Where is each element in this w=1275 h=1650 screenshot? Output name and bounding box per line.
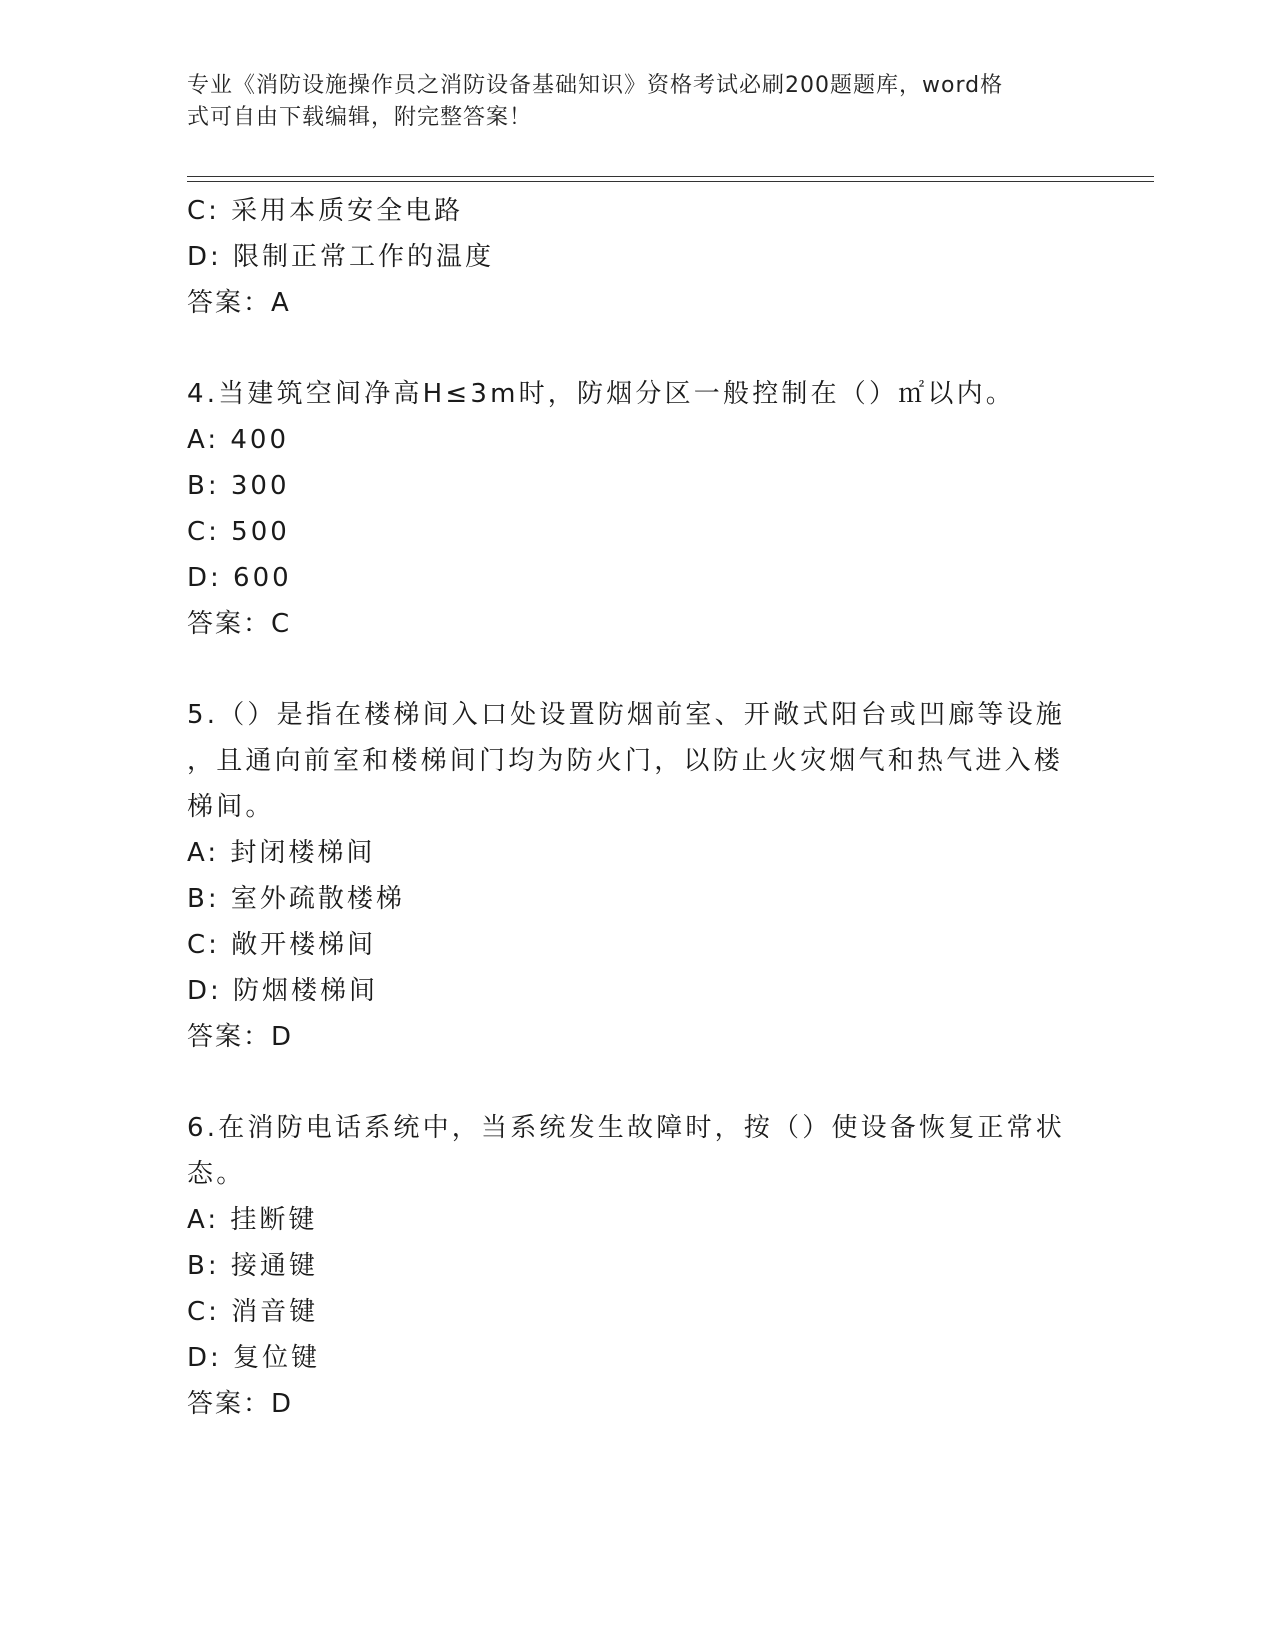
q4-option-a: A: 400 xyxy=(187,425,289,455)
q5-stem-line-3: 梯间。 xyxy=(187,792,275,822)
question-list xyxy=(187,188,1067,1427)
q6-stem-line-2: 态。 xyxy=(187,1159,246,1189)
q5-option-a: A: 封闭楼梯间 xyxy=(187,838,376,868)
q6-option-d: D: 复位键 xyxy=(187,1343,321,1373)
q6-stem xyxy=(187,1105,1067,1197)
document-header xyxy=(187,70,1067,134)
q4-stem xyxy=(187,371,1067,417)
q5-stem-line-1: 5.（）是指在楼梯间入口处设置防烟前室、开敞式阳台或凹廊等设施 xyxy=(187,700,1066,730)
question-3-tail xyxy=(187,188,1067,326)
q3-answer xyxy=(187,280,1067,326)
q4-option-c: C: 500 xyxy=(187,517,290,547)
q5-answer-value: D xyxy=(271,1022,293,1052)
q6-answer-label: 答案： xyxy=(187,1389,272,1419)
q6-option-c: C: 消音键 xyxy=(187,1297,319,1327)
q4-option-b: B: 300 xyxy=(187,471,290,501)
question-5 xyxy=(187,692,1067,1060)
question-4 xyxy=(187,371,1067,647)
q6-option-a: A: 挂断键 xyxy=(187,1205,318,1235)
header-line-2: 式可自由下载编辑，附完整答案！ xyxy=(187,105,533,130)
q4-answer-label: 答案： xyxy=(187,609,272,639)
header-line-1: 专业《消防设施操作员之消防设备基础知识》资格考试必刷200题题库，word格 xyxy=(187,73,1004,98)
q6-answer xyxy=(187,1381,1067,1427)
q6-answer-value: D xyxy=(271,1389,293,1419)
q5-answer xyxy=(187,1014,1067,1060)
q5-option-c: C: 敞开楼梯间 xyxy=(187,930,377,960)
spacer xyxy=(187,647,1067,692)
header-divider-bottom xyxy=(187,181,1154,182)
q5-answer-label: 答案： xyxy=(187,1022,272,1052)
q6-stem-line-1: 6.在消防电话系统中，当系统发生故障时，按（）使设备恢复正常状 xyxy=(187,1113,1066,1143)
q3-answer-value: A xyxy=(271,288,290,318)
q4-answer xyxy=(187,601,1067,647)
q5-stem xyxy=(187,692,1067,830)
q3-option-d: D: 限制正常工作的温度 xyxy=(187,242,495,272)
q5-stem-line-2: ，且通向前室和楼梯间门均为防火门，以防止火灾烟气和热气进入楼 xyxy=(187,746,1064,776)
q3-answer-label: 答案： xyxy=(187,288,272,318)
q5-option-d: D: 防烟楼梯间 xyxy=(187,976,379,1006)
q4-option-d: D: 600 xyxy=(187,563,292,593)
spacer xyxy=(187,1060,1067,1105)
q3-option-c: C: 采用本质安全电路 xyxy=(187,196,464,226)
spacer xyxy=(187,326,1067,371)
header-divider-top xyxy=(187,176,1154,177)
q6-option-b: B: 接通键 xyxy=(187,1251,318,1281)
q4-stem-line: 4.当建筑空间净高H≤3m时，防烟分区一般控制在（）㎡以内。 xyxy=(187,379,1016,409)
question-6 xyxy=(187,1105,1067,1427)
q5-option-b: B: 室外疏散楼梯 xyxy=(187,884,405,914)
q4-answer-value: C xyxy=(271,609,291,639)
